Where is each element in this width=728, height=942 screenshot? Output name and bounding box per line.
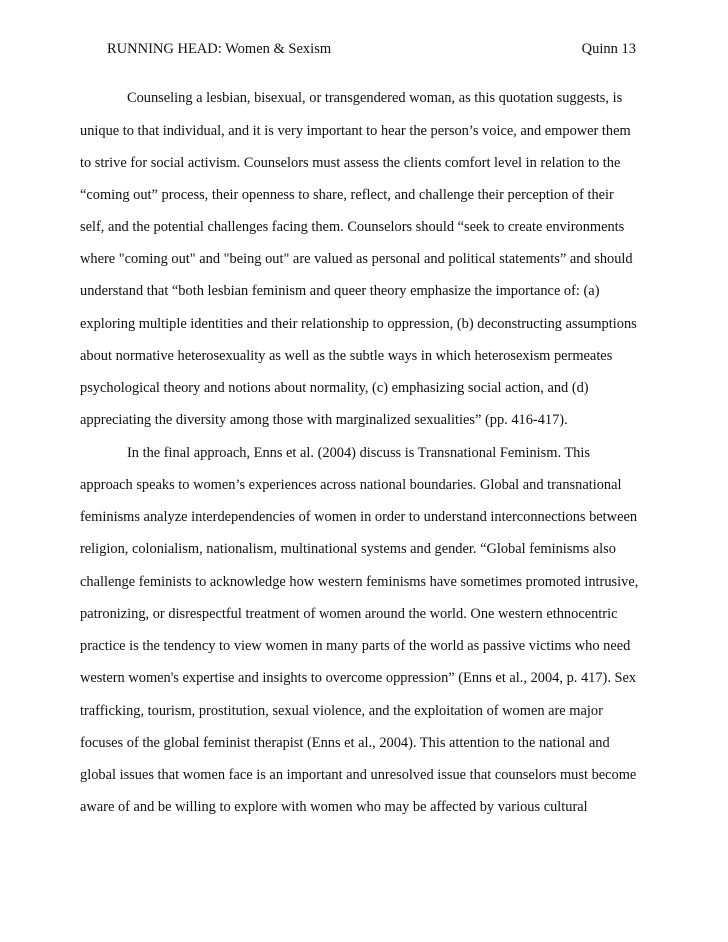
page-header	[107, 38, 636, 60]
text-line: focuses of the global feminist therapist (Enns et al., 2004). This attention to the national and	[80, 735, 610, 751]
text-line: patronizing, or disrespectful treatment of women around the world. One western ethnocentric	[80, 606, 618, 622]
text-line: religion, colonialism, nationalism, multinational systems and gender. “Global feminisms also	[80, 541, 616, 557]
text-line: challenge feminists to acknowledge how western feminisms have sometimes promoted intrusive,	[80, 574, 639, 590]
text-line: where "coming out" and "being out" are valued as personal and political statements” and should	[80, 251, 633, 267]
page-number: Quinn 13	[581, 41, 636, 57]
text-line: trafficking, tourism, prostitution, sexual violence, and the exploitation of women are major	[80, 703, 603, 719]
text-line: western women's expertise and insights to overcome oppression” (Enns et al., 2004, p. 417). Sex	[80, 670, 637, 686]
text-line: unique to that individual, and it is very important to hear the person’s voice, and empower them	[80, 123, 631, 139]
text-line: approach speaks to women’s experiences across national boundaries. Global and transnational	[80, 477, 622, 493]
running-head: RUNNING HEAD: Women & Sexism	[107, 41, 332, 57]
text-line: to strive for social activism. Counselors must assess the clients comfort level in relation to the	[80, 155, 621, 171]
text-line: self, and the potential challenges facing them. Counselors should “seek to create environments	[80, 219, 625, 235]
text-line: aware of and be willing to explore with women who may be affected by various cultural	[80, 799, 588, 815]
text-line: feminisms analyze interdependencies of women in order to understand interconnections between	[80, 509, 638, 525]
text-line: psychological theory and notions about normality, (c) emphasizing social action, and (d)	[80, 380, 589, 396]
text-line: Counseling a lesbian, bisexual, or transgendered woman, as this quotation suggests, is	[127, 90, 623, 106]
text-line: about normative heterosexuality as well as the subtle ways in which heterosexism permeates	[80, 348, 613, 364]
text-line: practice is the tendency to view women in many parts of the world as passive victims who need	[80, 638, 631, 654]
text-line: appreciating the diversity among those with marginalized sexualities” (pp. 416-417).	[80, 412, 568, 428]
text-line: global issues that women face is an important and unresolved issue that counselors must become	[80, 767, 637, 783]
text-line: understand that “both lesbian feminism and queer theory emphasize the importance of: (a)	[80, 283, 600, 299]
text-line: “coming out” process, their openness to share, reflect, and challenge their perception of their	[80, 187, 614, 203]
text-line: In the final approach, Enns et al. (2004) discuss is Transnational Feminism. This	[127, 445, 590, 461]
text-line: exploring multiple identities and their relationship to oppression, (b) deconstructing assumptions	[80, 316, 637, 332]
